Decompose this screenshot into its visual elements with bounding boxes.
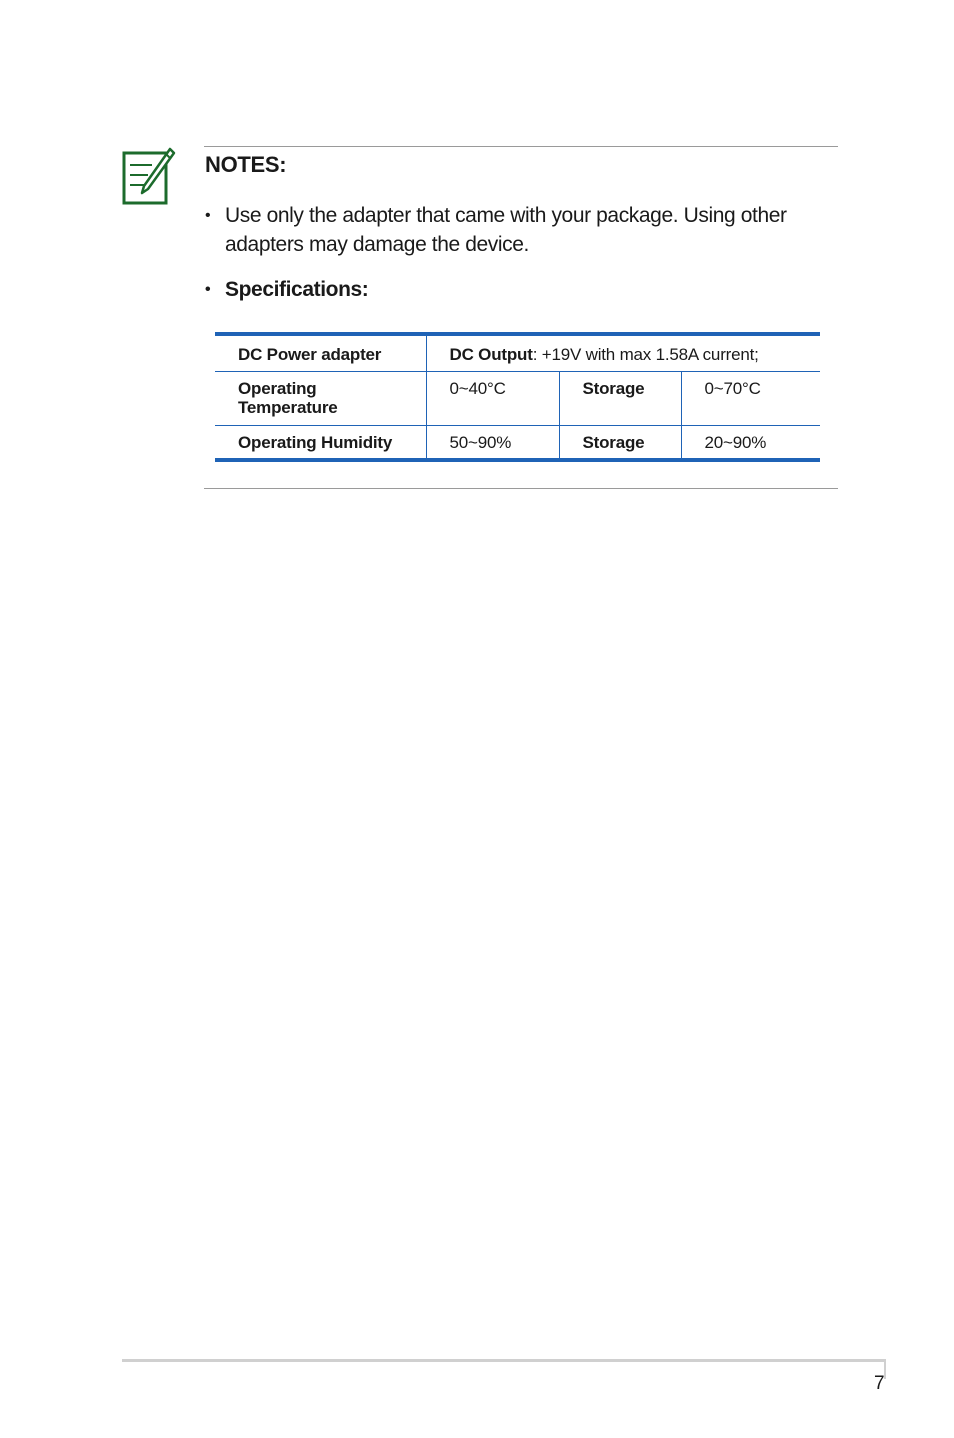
notes-bottom-rule	[204, 488, 838, 489]
table-row	[215, 371, 820, 425]
storage-temperature-value: 0~70°C	[681, 371, 820, 425]
operating-temperature-label-line2: Temperature	[238, 397, 338, 417]
dc-output-value: : +19V with max 1.58A current;	[532, 345, 759, 364]
dc-output-cell	[426, 334, 820, 371]
notes-top-rule	[204, 146, 838, 147]
footer-rule	[122, 1359, 886, 1362]
notes-heading: NOTES:	[205, 152, 287, 177]
bullet-marker: •	[205, 207, 211, 224]
operating-temperature-label	[215, 371, 426, 425]
specifications-table	[215, 332, 820, 462]
storage-humidity-value: 20~90%	[681, 425, 820, 460]
operating-humidity-value: 50~90%	[426, 425, 559, 460]
note-adapter-warning: Use only the adapter that came with your package. Using other adapters may damage the device.	[225, 204, 787, 256]
bullet-marker: •	[205, 281, 211, 298]
operating-temperature-value: 0~40°C	[426, 371, 559, 425]
table-row	[215, 334, 820, 371]
storage-humidity-label: Storage	[559, 425, 681, 460]
dc-output-label: DC Output	[449, 345, 533, 364]
operating-temperature-label-line1: Operating	[238, 378, 317, 398]
page-number: 7	[874, 1373, 885, 1394]
note-specifications-label: Specifications:	[225, 278, 369, 301]
operating-humidity-label: Operating Humidity	[215, 425, 426, 460]
storage-temperature-label: Storage	[559, 371, 681, 425]
dc-power-adapter-label: DC Power adapter	[238, 345, 382, 364]
note-pencil-icon	[122, 147, 176, 207]
table-row	[215, 425, 820, 460]
